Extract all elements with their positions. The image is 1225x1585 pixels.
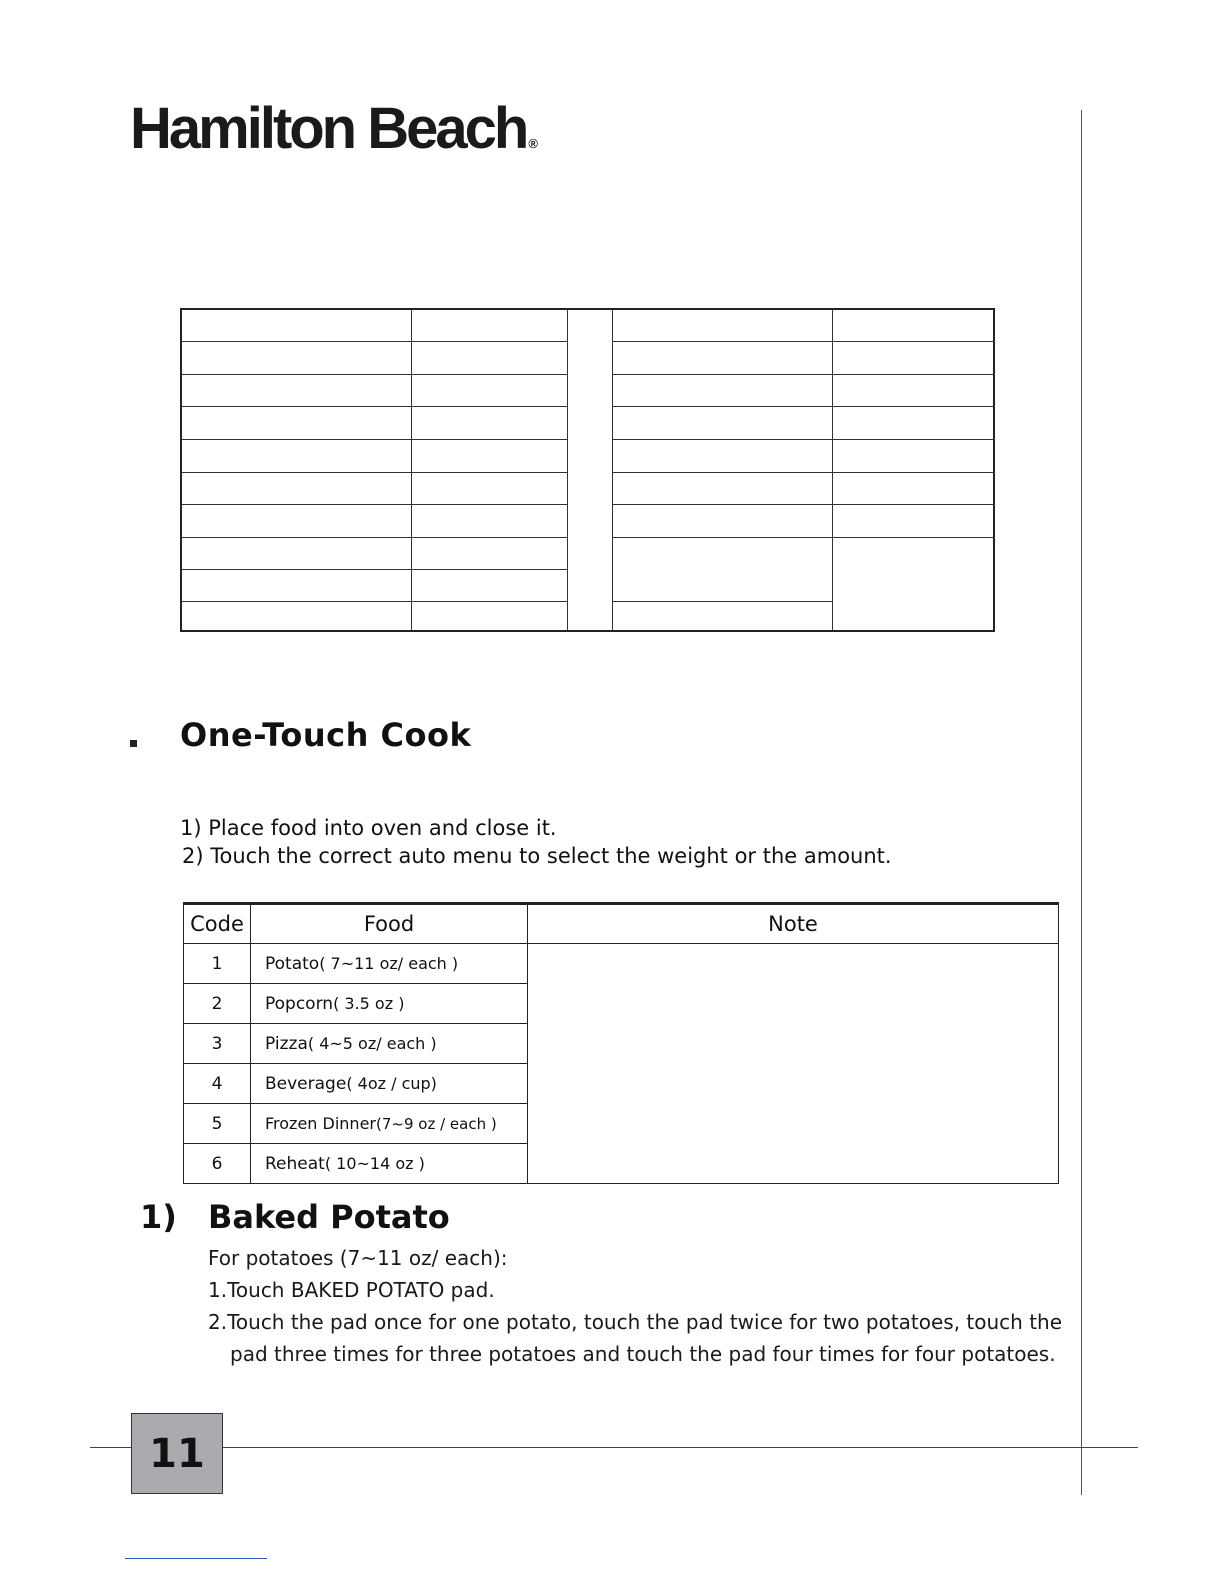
food-detail: ( 10~14 oz ) [324,1153,425,1173]
grid-line [182,439,568,440]
header-note: Note [528,904,1059,944]
grid-line [612,374,995,375]
page-number: 11 [131,1413,223,1494]
food-name: Potato [265,953,320,974]
brand-logo [130,96,538,161]
food-name: Beverage [265,1073,347,1094]
section-title: One-Touch Cook [180,716,472,754]
grid-line [411,310,412,630]
table-row [184,944,1059,984]
body-line: For potatoes (7~11 oz/ each): [208,1246,508,1270]
grid-line [182,374,568,375]
food-detail: (7~9 oz / each ) [376,1115,497,1133]
row-code: 2 [184,984,251,1024]
grid-line [182,406,568,407]
food-detail: ( 4~5 oz/ each ) [307,1033,437,1053]
grid-line [182,601,568,602]
grid-line [182,341,568,342]
row-food [251,1064,528,1104]
row-food [251,984,528,1024]
row-food [251,944,528,984]
body-line: 1.Touch BAKED POTATO pad. [208,1278,495,1302]
body-line: pad three times for three potatoes and touch the pad four times for four potatoes. [230,1342,1056,1366]
grid-line [612,537,995,538]
grid-line [567,310,568,630]
step-2: 2) Touch the correct auto menu to select the weight or the amount. [182,844,892,868]
row-code: 5 [184,1104,251,1144]
food-name: Frozen Dinner [265,1114,376,1133]
section-bullet [130,740,137,747]
grid-line [612,310,613,630]
registered-mark: ® [528,136,538,151]
row-food [251,1024,528,1064]
grid-line [612,504,995,505]
grid-line [182,537,568,538]
instruction-steps [180,814,892,870]
subsection-title-text: Baked Potato [208,1198,450,1236]
grid-line [612,601,832,602]
row-code: 3 [184,1024,251,1064]
food-name: Reheat [265,1153,325,1174]
grid-line [612,472,995,473]
header-code: Code [184,904,251,944]
right-margin-rule [1081,110,1082,1495]
subsection-body [208,1242,1062,1370]
blank-grid-table [180,308,995,632]
row-food [251,1144,528,1184]
grid-line [612,439,995,440]
grid-line [612,406,995,407]
food-detail: ( 7~11 oz/ each ) [319,953,459,973]
step-1: 1) Place food into oven and close it. [180,816,557,840]
food-detail: ( 4oz / cup) [346,1073,437,1093]
food-name: Popcorn [265,993,334,1014]
food-name: Pizza [265,1033,308,1054]
food-detail: ( 3.5 oz ) [333,993,405,1013]
subsection-number: 1) [140,1198,177,1236]
footer-rule [90,1447,1138,1448]
note-cell [528,944,1059,1184]
body-line: 2.Touch the pad once for one potato, touch the pad twice for two potatoes, touch the [208,1310,1063,1334]
grid-line [612,341,995,342]
table-header-row [184,904,1059,944]
header-food: Food [251,904,528,944]
row-code: 4 [184,1064,251,1104]
brand-name: Hamilton Beach [130,96,527,161]
bottom-link-underline [125,1558,267,1559]
grid-line [182,504,568,505]
row-food [251,1104,528,1144]
auto-menu-table [183,902,1059,1184]
row-code: 1 [184,944,251,984]
grid-line [832,310,833,630]
row-code: 6 [184,1144,251,1184]
subsection-title [140,1198,450,1236]
grid-line [182,569,568,570]
grid-line [182,472,568,473]
